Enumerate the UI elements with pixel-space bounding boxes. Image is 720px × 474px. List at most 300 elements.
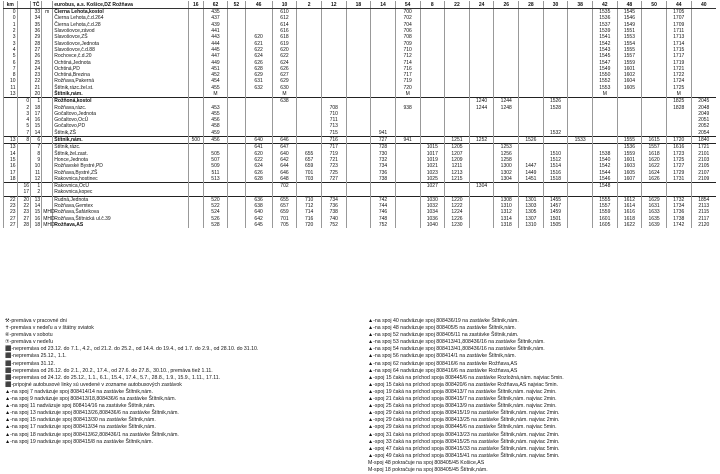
time-cell: 447	[203, 53, 228, 59]
time-cell: 624	[245, 163, 272, 169]
footnote: ▲-na spoj 18 nadväzuje spoj 808413/62,808436/1 na zastávke Štítnik,nám.	[5, 431, 179, 438]
time-cell: 704	[395, 22, 420, 28]
time-cell: 1734	[666, 203, 691, 209]
km-cell: 23	[4, 209, 18, 215]
time-cell: 657	[272, 203, 297, 209]
time-cell	[228, 189, 245, 196]
time-cell: 727	[371, 136, 396, 143]
time-cell	[395, 222, 420, 228]
time-cell: 744	[371, 203, 396, 209]
stop-name: Čierna Lehota,č.d.28	[53, 22, 189, 28]
time-cell	[297, 130, 322, 137]
time-cell: 1725	[666, 157, 691, 163]
mark-cell	[42, 176, 53, 183]
stop-name: Štítnik,rázc.	[53, 144, 189, 151]
stop-name: Rakovnica,hostinec	[53, 176, 189, 183]
tc-cell: 20	[31, 91, 42, 98]
stop-name: Rožňava,Pakerná	[53, 78, 189, 84]
time-cell: 1629	[642, 196, 667, 203]
time-cell: M	[666, 91, 691, 98]
time-cell: 1738	[666, 216, 691, 222]
time-cell	[691, 9, 716, 16]
time-cell	[203, 98, 228, 105]
time-cell: 1244	[469, 104, 494, 110]
time-cell: 626	[272, 66, 297, 72]
stop-name: Ochtiná,Brezina	[53, 72, 189, 78]
time-cell: 1451	[519, 176, 544, 183]
time-cell: 711	[321, 117, 346, 123]
time-cell	[371, 91, 396, 98]
time-cell: 1215	[445, 176, 470, 183]
header-row	[4, 1, 717, 9]
time-cell: 1307	[519, 216, 544, 222]
trip-header: 44	[666, 1, 691, 9]
footnote: ▲-spoj 15 čaká na príchod spoja 808445/6 na zastávke Rozložná,nám. najviac 5min.	[368, 374, 564, 381]
time-cell: 1544	[592, 169, 617, 175]
trip-header: 52	[228, 1, 245, 9]
time-cell: 716	[297, 216, 322, 222]
time-cell: 453	[203, 104, 228, 110]
time-cell: 629	[272, 78, 297, 84]
km-cell: 18	[4, 176, 18, 183]
operator-header: eurobus, a.s. Košice,DZ Rožňava	[53, 1, 189, 9]
time-cell: 706	[395, 28, 420, 34]
trip-header: 42	[592, 1, 617, 9]
trip-header: 18	[346, 1, 371, 9]
tc-cell: 6	[31, 136, 42, 143]
km-cell: 13	[4, 144, 18, 151]
time-cell	[543, 9, 568, 16]
trip-header: 8	[420, 1, 445, 9]
time-cell: 1727	[666, 163, 691, 169]
time-cell: 1555	[617, 136, 642, 143]
time-cell	[297, 9, 322, 16]
trip-header: 26	[494, 1, 519, 9]
stop-name: Čierna Lehota,č.d.264	[53, 15, 189, 21]
time-cell: 736	[321, 203, 346, 209]
time-cell: 1546	[592, 176, 617, 183]
time-cell: 1557	[642, 144, 667, 151]
time-cell	[321, 9, 346, 16]
time-cell	[469, 196, 494, 203]
time-cell	[469, 91, 494, 98]
time-cell: 701	[272, 216, 297, 222]
time-cell	[228, 144, 245, 151]
footnote: ⬛-nepremáva od 24.12. do 25.12., 1.1., 6.1., 15.4., 17.4., 5.7., 28.8., 1.9., 15.9., 1.11., 17.11.	[5, 374, 221, 381]
time-cell: 1040	[420, 222, 445, 228]
time-cell: 524	[203, 209, 228, 215]
time-cell: 1620	[642, 157, 667, 163]
time-cell	[445, 189, 470, 196]
time-cell	[568, 222, 593, 228]
time-cell	[519, 9, 544, 16]
time-cell	[568, 144, 593, 151]
time-cell: 1732	[666, 196, 691, 203]
time-cell: 721	[321, 157, 346, 163]
time-cell	[228, 91, 245, 98]
tc-cell: 27	[31, 47, 42, 53]
trip-header: 14	[371, 1, 396, 9]
km-cell: 15	[4, 157, 18, 163]
time-cell: 702	[395, 15, 420, 21]
time-cell	[494, 9, 519, 16]
tc-cell: 23	[31, 72, 42, 78]
time-cell: 1510	[543, 151, 568, 157]
time-cell: 638	[245, 203, 272, 209]
time-cell	[245, 91, 272, 98]
stop-name: Rochovce,č.d.20	[53, 53, 189, 59]
time-cell: 439	[203, 22, 228, 28]
time-cell: 708	[321, 104, 346, 110]
trip-header: 12	[321, 1, 346, 9]
time-cell: 1536	[592, 15, 617, 21]
time-cell: 1302	[494, 169, 519, 175]
time-cell: 746	[371, 209, 396, 215]
time-cell: 620	[245, 151, 272, 157]
time-cell: 628	[245, 66, 272, 72]
mark-cell	[42, 136, 53, 143]
time-cell	[642, 98, 667, 105]
time-cell	[346, 91, 371, 98]
stop-name: Rožňava,Bystré,ZŠ	[53, 169, 189, 175]
time-cell: 655	[272, 196, 297, 203]
time-cell: 621	[245, 40, 272, 46]
tc-cell: 33	[31, 9, 42, 16]
time-cell	[346, 189, 371, 196]
time-cell	[519, 98, 544, 105]
time-cell: 647	[272, 144, 297, 151]
footnote: ▲-na spoj 13 nadväzuje spoj 808413/26,808436/6 na zastávke Štítnik,nám.	[5, 410, 179, 417]
time-cell: 1545	[592, 53, 617, 59]
time-cell: 1251	[445, 136, 470, 143]
time-cell: 1724	[666, 78, 691, 84]
time-cell	[592, 189, 617, 196]
trip-header: 28	[519, 1, 544, 9]
km-cell	[4, 130, 18, 137]
tc-cell: 22	[31, 78, 42, 84]
time-cell	[297, 98, 322, 105]
time-cell: 1616	[617, 209, 642, 215]
time-cell: 1721	[691, 144, 716, 151]
time-cell: 1729	[666, 169, 691, 175]
time-cell: 1707	[666, 15, 691, 21]
time-cell	[469, 144, 494, 151]
time-cell	[188, 144, 203, 151]
time-cell: 1725	[666, 85, 691, 91]
time-cell	[494, 130, 519, 137]
footnote: ▲-na spoj 54 nadväzuje spoj 808413/41,808436/16 na zastávke Štítnik,nám.	[368, 346, 545, 353]
time-cell	[188, 196, 203, 203]
time-cell: 1720	[666, 136, 691, 143]
table-row	[4, 91, 717, 98]
time-cell	[395, 130, 420, 137]
time-cell: 1549	[617, 22, 642, 28]
time-cell	[228, 98, 245, 105]
time-cell: 710	[395, 47, 420, 53]
time-cell: 1555	[592, 196, 617, 203]
tc-cell: 28	[31, 40, 42, 46]
time-cell: 1248	[494, 104, 519, 110]
time-cell: 620	[245, 34, 272, 40]
time-cell: 1616	[666, 144, 691, 151]
time-cell: 622	[245, 157, 272, 163]
km-cell: 5	[4, 53, 18, 59]
stop-name: Rožňava,Gemtex	[53, 203, 189, 209]
km-cell: 27	[4, 222, 18, 228]
time-cell: 1222	[445, 203, 470, 209]
km-cell: 10	[4, 78, 18, 84]
time-cell: 1256	[494, 151, 519, 157]
time-cell: 941	[395, 136, 420, 143]
time-cell: 732	[371, 157, 396, 163]
stop-name: Slavošovce,ZŠ	[53, 34, 189, 40]
time-cell: 700	[395, 9, 420, 16]
time-cell: 1633	[642, 209, 667, 215]
time-cell: 1518	[543, 176, 568, 183]
time-cell: 1310	[494, 203, 519, 209]
time-cell: 452	[203, 72, 228, 78]
time-cell	[188, 9, 203, 16]
tc-cell: 21	[31, 85, 42, 91]
time-cell	[346, 196, 371, 203]
time-cell	[642, 183, 667, 190]
stop-name: Ochtiná,PD	[53, 66, 189, 72]
km-header: km	[4, 1, 18, 9]
time-cell	[642, 9, 667, 16]
time-cell	[592, 130, 617, 137]
time-cell	[666, 183, 691, 190]
time-cell: 1605	[592, 222, 617, 228]
time-cell: 709	[395, 40, 420, 46]
stop-name: Gočaltovo,OcÚ	[53, 117, 189, 123]
footnote: ▲-spoj 29 čaká na príchod spoja 808445/6 na zastávke Štítnik,nám. najviac 5min.	[368, 424, 557, 431]
time-cell: 1304	[494, 176, 519, 183]
time-cell: 2052	[691, 123, 716, 129]
time-cell: 719	[321, 151, 346, 157]
km-cell: 4	[4, 47, 18, 53]
time-cell	[420, 98, 445, 105]
time-cell: 624	[245, 53, 272, 59]
time-cell: 1240	[469, 98, 494, 105]
time-cell	[420, 130, 445, 137]
time-cell: M	[272, 91, 297, 98]
time-cell: M	[203, 91, 228, 98]
time-cell: 1635	[642, 216, 667, 222]
time-cell: 1539	[592, 28, 617, 34]
time-cell	[228, 176, 245, 183]
time-cell: 720	[395, 85, 420, 91]
time-cell	[346, 98, 371, 105]
time-cell: 1618	[642, 151, 667, 157]
km2-cell: 4	[17, 117, 31, 123]
time-cell: 1032	[420, 203, 445, 209]
footnote: ▲-na spoj 48 nadväzuje spoj 808405/5 na zastávke Štítnik,nám.	[368, 325, 516, 332]
timetable-body	[4, 1, 717, 228]
time-cell	[371, 183, 396, 190]
time-cell: 458	[203, 123, 228, 129]
time-cell: 705	[272, 222, 297, 228]
time-cell: 1532	[543, 130, 568, 137]
stop-name: Honce,Jednota	[53, 157, 189, 163]
time-cell: 642	[272, 157, 297, 163]
time-cell	[346, 183, 371, 190]
time-cell	[188, 98, 203, 105]
km-cell: 13	[4, 136, 18, 143]
time-cell	[420, 136, 445, 143]
trip-header: 40	[691, 1, 716, 9]
km2-cell: 20	[17, 196, 31, 203]
tc-cell: 8	[31, 151, 42, 157]
trip-header: 46	[245, 1, 272, 9]
time-cell: 511	[203, 169, 228, 175]
time-cell	[395, 176, 420, 183]
time-cell: 1545	[617, 9, 642, 16]
tc-cell: 25	[31, 59, 42, 65]
time-cell: 1601	[617, 157, 642, 163]
time-cell: 1253	[494, 144, 519, 151]
time-cell: 734	[321, 196, 346, 203]
time-cell: 1546	[617, 15, 642, 21]
time-cell: 500	[188, 136, 203, 143]
time-cell: 1312	[494, 209, 519, 215]
time-cell	[519, 183, 544, 190]
time-cell: 1533	[568, 136, 593, 143]
time-cell: 441	[203, 28, 228, 34]
time-cell: 1614	[617, 203, 642, 209]
stop-name: Ochtiná,Jednota	[53, 59, 189, 65]
time-cell: 1605	[617, 169, 642, 175]
time-cell: 616	[272, 28, 297, 34]
footnote: ▲-na spoj 9 nadväzuje spoj 808413/18,808436/6 na zastávke Štítnik,nám.	[5, 396, 176, 403]
time-cell: 1552	[592, 78, 617, 84]
time-cell	[371, 189, 396, 196]
time-cell: 712	[395, 53, 420, 59]
time-cell	[543, 144, 568, 151]
time-cell	[297, 183, 322, 190]
time-cell	[445, 91, 470, 98]
footnote: ▲-na spoj 7 nadväzuje spoj 808414/14 na zastávke Štítnik,nám.	[5, 388, 153, 395]
time-cell	[395, 189, 420, 196]
time-cell: 715	[321, 130, 346, 137]
time-cell	[543, 91, 568, 98]
stop-name: Rudná,Jednota	[53, 196, 189, 203]
time-cell: 1034	[420, 209, 445, 215]
time-cell	[371, 9, 396, 16]
km-cell: 27	[4, 216, 18, 222]
time-cell: 1722	[666, 72, 691, 78]
km-cell	[4, 189, 18, 196]
stop-name: Rožňava,Šafárikova	[53, 209, 189, 215]
time-cell: 1036	[420, 216, 445, 222]
time-cell: 1303	[519, 203, 544, 209]
time-cell: 1715	[666, 47, 691, 53]
time-cell: 708	[395, 34, 420, 40]
footnote: ⑥-premáva v sobotu	[5, 332, 53, 339]
time-cell	[228, 130, 245, 137]
time-cell: 1736	[666, 209, 691, 215]
time-cell	[568, 196, 593, 203]
time-cell: 738	[321, 209, 346, 215]
time-cell: 1604	[617, 78, 642, 84]
mark-cell	[42, 144, 53, 151]
time-cell: 1258	[494, 157, 519, 163]
tc-cell: 29	[31, 34, 42, 40]
time-cell	[346, 130, 371, 137]
time-cell	[617, 98, 642, 105]
time-cell	[203, 189, 228, 196]
km2-cell	[17, 91, 31, 98]
tc-cell: 16	[31, 117, 42, 123]
time-cell: 1709	[666, 22, 691, 28]
time-cell	[642, 189, 667, 196]
time-cell: 1615	[642, 136, 667, 143]
time-cell: 2048	[691, 104, 716, 110]
time-cell: 1455	[543, 196, 568, 203]
time-cell: 1015	[420, 144, 445, 151]
time-cell: 659	[272, 209, 297, 215]
footnote: ▲-spoj 31 čaká na príchod spoja 808413/23 na zastávke Štítnik,nám. najviac 2min.	[368, 431, 560, 438]
time-cell: 1601	[617, 66, 642, 72]
notes-right	[368, 318, 713, 474]
time-cell	[469, 222, 494, 228]
time-cell	[617, 130, 642, 137]
table-row	[4, 196, 717, 203]
time-cell: 1205	[445, 144, 470, 151]
time-cell: 742	[371, 196, 396, 203]
stop-name: Slavošovce,závod	[53, 28, 189, 34]
time-cell	[420, 189, 445, 196]
tc-cell: 15	[31, 209, 42, 215]
time-cell: 2120	[691, 222, 716, 228]
time-cell: 630	[272, 85, 297, 91]
time-cell: 1535	[592, 9, 617, 16]
time-cell: 449	[203, 59, 228, 65]
time-cell: 659	[297, 163, 322, 169]
time-cell: 1548	[592, 183, 617, 190]
time-cell: 522	[203, 203, 228, 209]
time-cell: M	[592, 91, 617, 98]
mark-cell: MHD	[43, 221, 55, 228]
footnote: M-spoj 48 pokračuje na spoj 808405/45 Košice,AS	[368, 459, 485, 466]
tc-cell: 10	[31, 163, 42, 169]
time-cell	[568, 98, 593, 105]
footnote: M-spoj 18 pokračuje na spoj 808405/45 Štítnik,nám.	[368, 466, 488, 473]
time-cell	[592, 136, 617, 143]
km-cell: 8	[4, 72, 18, 78]
time-cell: 1540	[592, 157, 617, 163]
time-cell: 2105	[691, 163, 716, 169]
stop-name: Rakovnica,OcÚ	[53, 183, 189, 190]
km-cell: 16	[4, 163, 18, 169]
time-cell: 657	[297, 157, 322, 163]
time-cell: 2101	[691, 151, 716, 157]
time-cell: 1723	[666, 151, 691, 157]
time-cell: 636	[245, 196, 272, 203]
time-cell: 1300	[494, 163, 519, 169]
time-cell	[642, 91, 667, 98]
time-cell: 1538	[592, 151, 617, 157]
footnote: ▲-na spoj 52 nadväzuje spoj 808405/11 na zastávke Štítnik,nám.	[368, 332, 519, 339]
time-cell: 520	[203, 196, 228, 203]
time-cell	[321, 91, 346, 98]
time-cell: 456	[203, 136, 228, 143]
km-cell: 3	[4, 40, 18, 46]
trip-header: 48	[617, 1, 642, 9]
km2-cell: 7	[17, 130, 31, 137]
mark-cell: MHD	[43, 215, 55, 222]
tc-cell: 9	[31, 157, 42, 163]
km2-cell: 8	[17, 136, 31, 143]
